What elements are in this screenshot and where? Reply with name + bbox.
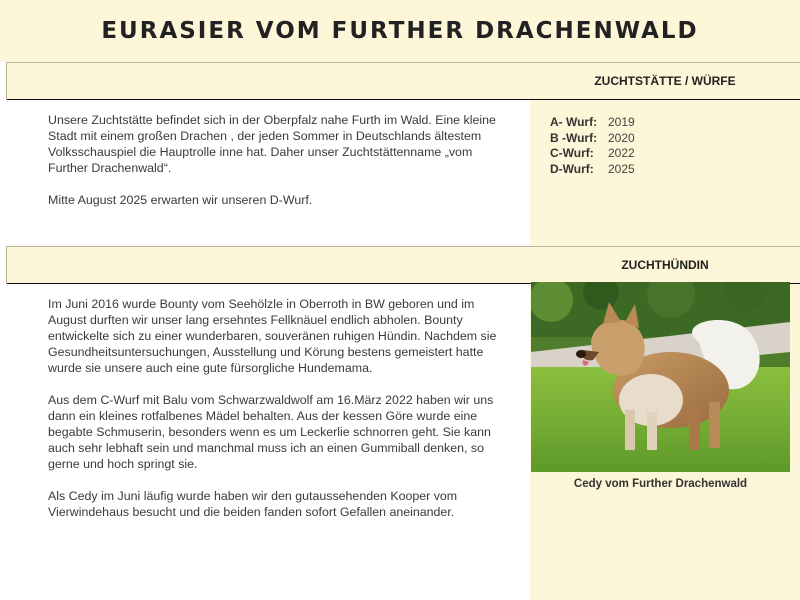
litter-label: C-Wurf: [550,146,594,160]
litter-row [550,162,635,178]
litter-year: 2025 [608,161,635,176]
intro-paragraph: Unsere Zuchtstätte befindet sich in der Oberpfalz nahe Furth im Wald. Eine kleine Stadt mit einem großen Drachen , der jeden Sommer in Deutschlands ältestem Volksschauspiel die Hauptrolle inne hat. Daher unser Zuchtstättenname „vom Further Drachenwald“. [48,113,496,175]
section-heading-zuchthuendin: ZUCHTHÜNDIN [621,258,709,272]
litter-row [550,115,635,131]
photo-caption: Cedy vom Further Drachenwald [573,478,748,490]
dog-photo [531,282,790,472]
litter-label: B -Wurf: [550,130,598,145]
section-band-zuchthuendin [0,246,800,284]
litter-label: A- Wurf: [550,115,598,129]
litter-year: 2022 [608,146,635,160]
litter-label: D-Wurf: [550,161,594,176]
litter-year: 2019 [608,115,635,129]
litter-year: 2020 [608,130,635,145]
band-notch [0,246,7,284]
intro-text [48,112,500,224]
dam-paragraph: Als Cedy im Juni läufig wurde haben wir den gutaussehenden Kooper vom Vierwindehaus besucht und die beiden fanden sofort Gefallen aneinander. [48,489,458,519]
litter-row [550,131,635,147]
intro-paragraph: Mitte August 2025 erwarten wir unseren D-Wurf. [48,193,313,207]
litter-list [550,115,635,177]
dog-photo-illustration [531,282,790,472]
section-band-zuchtstaette [0,62,800,100]
section-heading-zuchtstaette: ZUCHTSTÄTTE / WÜRFE [594,74,736,88]
site-title: EURASIER VOM FURTHER DRACHENWALD [101,18,699,44]
page-header [0,0,800,62]
band-notch [0,62,7,100]
dam-paragraph: Aus dem C-Wurf mit Balu vom Schwarzwaldwolf am 16.März 2022 haben wir uns dann ein kleines rotfalbenes Mädel behalten. Aus der kessen Göre wurde eine begabte Schmuserin, besonders wenn es um Leckerlie schnorren geht. Sie kann auch sehr lebhaft sein und manchmal muss ich an einen Gummiball denken, so gerne und hoch springt sie. [48,393,494,471]
litter-row [550,146,635,162]
dam-text [48,296,500,536]
dam-paragraph: Im Juni 2016 wurde Bounty vom Seehölzle in Oberroth in BW geboren und im August durften wir unser lang ersehntes Fellknäuel endlich abholen. Bounty entwickelte sich zu einer wunderbaren, souveränen ruhigen Hündin. Nachdem sie Gesundheitsuntersuchungen, Ausstellung und Körung bestens gemeistert hatte wurde sie unsere auch eine gute fürsorgliche Hundemama. [48,297,497,375]
